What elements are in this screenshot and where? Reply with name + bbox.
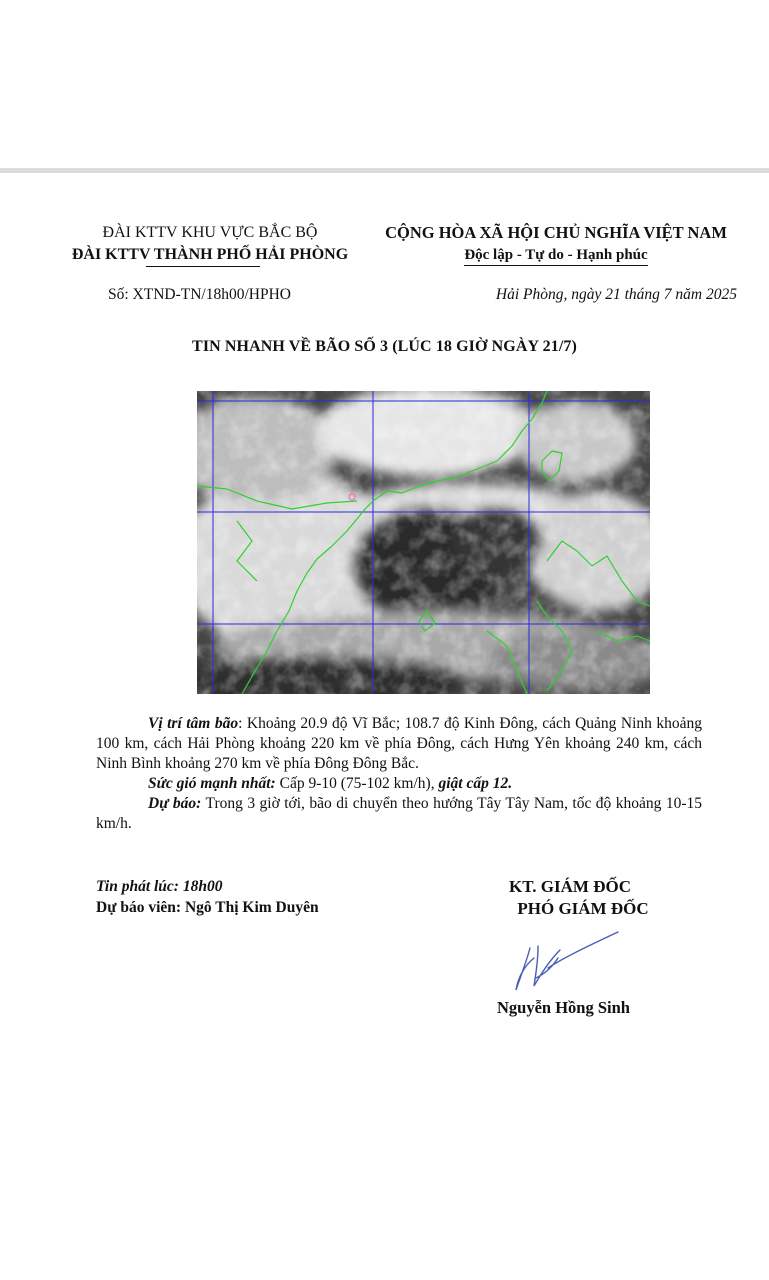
wind-gust: giật cấp 12. — [438, 775, 513, 792]
forecast-label: Dự báo: — [148, 795, 202, 812]
forecast-paragraph — [96, 794, 702, 834]
document-date: Hải Phòng, ngày 21 tháng 7 năm 2025 — [495, 286, 737, 303]
sign-title-secondary: PHÓ GIÁM ĐỐC — [517, 899, 649, 918]
wind-text: Cấp 9-10 (75-102 km/h), — [275, 775, 439, 792]
position-text: : Khoảng 20.9 độ Vĩ Bắc; 108.7 độ Kinh Đông, cách Quảng Ninh khoảng 100 km, cách Hải Phòng khoảng 220 km về phía Đông, cách Hưng Yên khoảng 240 km, cách Ninh Bình khoảng 270 km về phía Đông Đông Bắc. — [96, 715, 702, 772]
bulletin-title: TIN NHANH VỀ BÃO SỐ 3 (LÚC 18 GIỜ NGÀY 21/7) — [192, 338, 577, 355]
agency-name: ĐÀI KTTV THÀNH PHỐ HẢI PHÒNG — [72, 244, 348, 266]
signer-name: Nguyễn Hồng Sinh — [497, 998, 630, 1017]
bulletin-body — [96, 714, 702, 834]
handwritten-signature — [508, 928, 628, 998]
national-header — [370, 222, 742, 266]
position-label: Vị trí tâm bão — [148, 715, 239, 732]
forecaster-name: Ngô Thị Kim Duyên — [181, 899, 319, 916]
agency-parent: ĐÀI KTTV KHU VỰC BẮC BỘ — [102, 224, 318, 241]
national-motto: Độc lập - Tự do - Hạnh phúc — [464, 244, 647, 266]
issued-label: Tin phát lúc: — [96, 878, 179, 895]
sign-title-primary: KT. GIÁM ĐỐC — [509, 877, 631, 896]
wind-label: Sức gió mạnh nhất: — [148, 775, 276, 792]
forecaster-label: Dự báo viên: — [96, 899, 182, 916]
storm-position-paragraph — [96, 714, 702, 774]
issued-time: 18h00 — [178, 878, 223, 895]
satellite-image — [197, 391, 650, 694]
signature-block — [460, 876, 680, 920]
forecast-text: Trong 3 giờ tới, bão di chuyển theo hướng Tây Tây Nam, tốc độ khoảng 10-15 km/h. — [96, 795, 702, 832]
document-number: Số: XTND-TN/18h00/HPHO — [108, 286, 291, 303]
agency-header — [40, 222, 380, 266]
issue-info — [96, 876, 319, 918]
wind-paragraph — [96, 774, 702, 794]
country-name: CỘNG HÒA XÃ HỘI CHỦ NGHĨA VIỆT NAM — [385, 223, 727, 242]
